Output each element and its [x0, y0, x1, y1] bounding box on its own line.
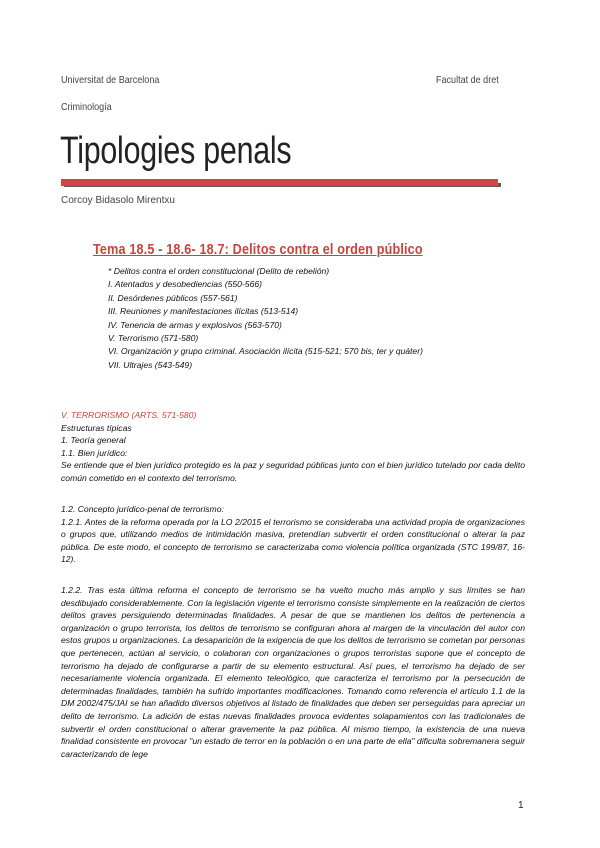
topic-item: III. Reuniones y manifestaciones ilícitas (513-514): [108, 306, 299, 317]
section-heading: V. TERRORISMO (ARTS. 571-580): [61, 410, 197, 420]
title-underline: [61, 179, 498, 186]
paragraph-legal-good: Se entiende que el bien jurídico protegido es la paz y seguridad públicas junto con el bien jurídico tutelado por cada delito común cometido en el contexto del terrorismo.: [61, 460, 525, 483]
subheading-theory: 1. Teoría general: [61, 435, 126, 446]
topic-item: II. Desórdenes públicos (557-561): [108, 292, 238, 303]
topic-list: [108, 265, 423, 372]
topic-item: IV. Tenencia de armas y explosivos (563-570): [108, 319, 282, 330]
concept-block: [61, 503, 525, 566]
subject-name: Criminología: [61, 101, 112, 113]
topic-item: * Delitos contra el orden constitucional (Delito de rebelión): [108, 266, 330, 276]
university-name: Universitat de Barcelona: [61, 74, 160, 86]
subheading-structures: Estructuras típicas: [61, 422, 132, 433]
author-name: Corcoy Bidasolo Mirentxu: [61, 195, 175, 206]
tema-heading: Tema 18.5 - 18.6- 18.7: Delitos contra el orden público: [93, 241, 423, 258]
page-title: Tipologies penals: [60, 130, 292, 172]
faculty-name: Facultat de dret: [436, 74, 499, 86]
topic-item: V. Terrorismo (571-580): [108, 333, 199, 344]
paragraph-after-reform: 1.2.2. Tras esta última reforma el concepto de terrorismo se ha vuelto mucho más amplio y sus límites se han desdibujado considerablemente. Con la legislación vigente el terrorismo consiste simplemente en la realización de ciertos delitos graves persiguiendo determinadas finalidades. A pesar de que se mantienen los delitos de pertenencia a organización o grupo terrorista, los delitos de terrorismo se configuran ahora al margen de la vinculación del autor con estos grupos u organizaciones. La desaparición de la exigencia de que los delitos de terrorismo se cometan por personas que pertenecen, actúan al servicio, o colaboran con organizaciones o grupos terroristas supone que el concepto de terrorismo ha dejado de configurarse a partir de su elemento estructural. Así pues, el terrorismo ha dejado de ser necesariamente violencia organizada. El elemento teleológico, que caracteriza el terrorismo por la persecución de determinadas finalidades, también ha sufrido importantes modificaciones. Tomando como referencia el artículo 1.1 de la DM 2002/475/JAI se han añadido diversos objetivos al listado de finalidades que deben ser perseguidas para apreciar un delito de terrorismo. La adición de estas nuevas finalidades provoca evidentes solapamientos con las tradicionales de subvertir el orden constitucional o alterar gravemente la paz pública. Al mismo tiempo, la existencia de una nueva finalidad consistente en provocar "un estado de terror en la población o en una parte de ella" dificulta sobremanera seguir caracterizando de lege: [61, 585, 525, 759]
paragraph-before-reform: 1.2.1. Antes de la reforma operada por la LO 2/2015 el terrorismo se consideraba una actividad propia de organizaciones o grupos que, utilizando medios de intimidación masiva, pretendían subvertir el orden constitucional o alterar la paz pública. De este modo, el concepto de terrorismo se caracterizaba como violencia política organizada (STC 199/87, 16-12).: [61, 516, 525, 565]
page-number: 1: [518, 800, 524, 811]
subheading-legal-good: 1.1. Bien jurídico:: [61, 447, 128, 458]
topic-item: I. Atentados y desobediencias (550-566): [108, 279, 262, 290]
topic-item: VII. Ultrajes (543-549): [108, 359, 193, 370]
topic-item: VI. Organización y grupo criminal. Asociación ilícita (515-521; 570 bis, ter y quáter): [108, 346, 423, 357]
section-block: [61, 409, 525, 485]
subheading-concept: 1.2. Concepto jurídico-penal de terrorismo:: [61, 504, 224, 514]
